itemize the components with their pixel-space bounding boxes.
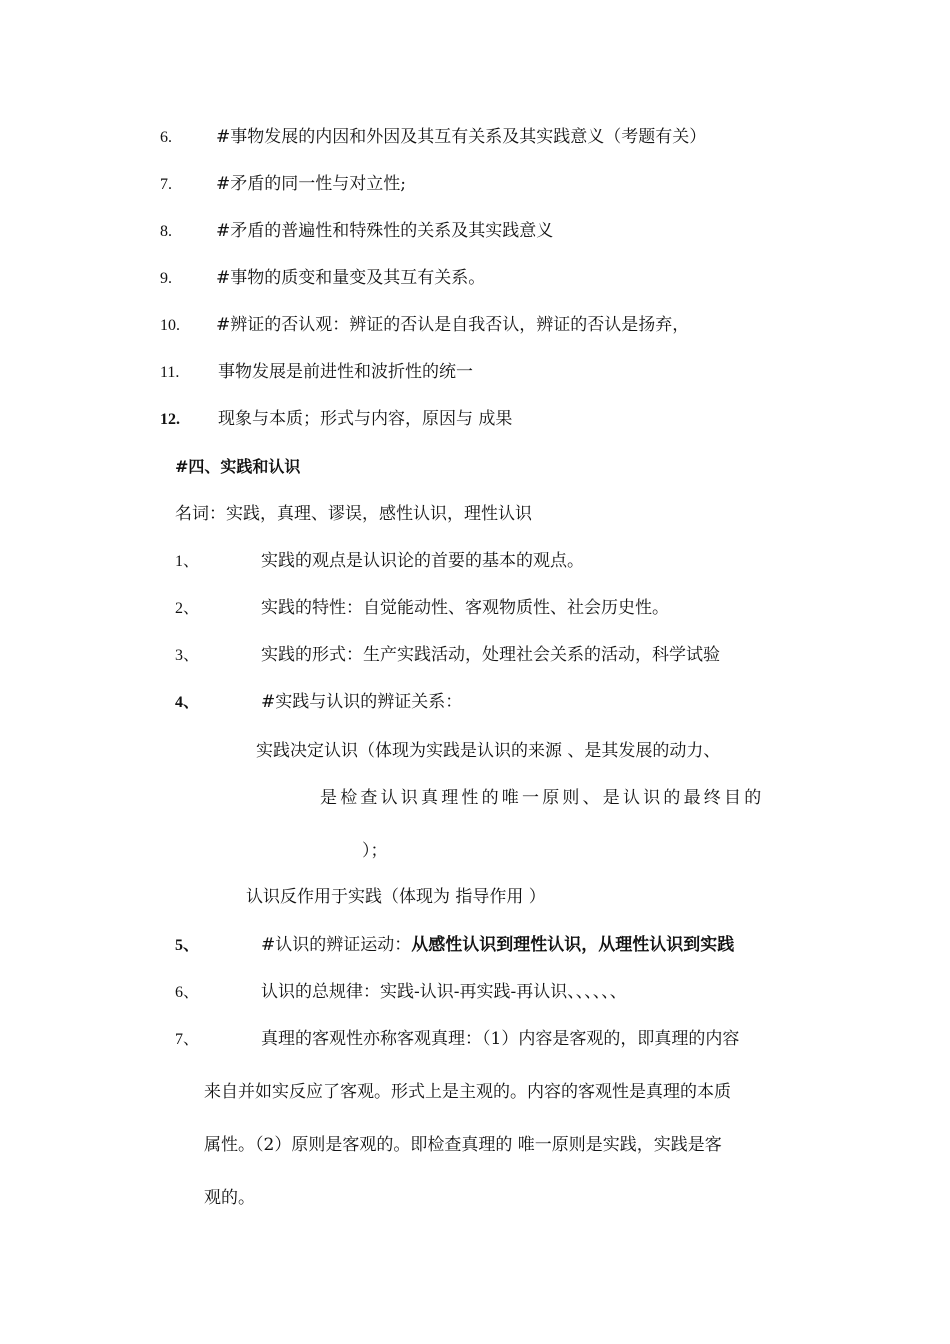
point-6-text: 认识的总规律：实践-认识-再实践-再认识、、、、、、 [261,982,627,1002]
point-2-number: 2、 [175,600,200,617]
item-6-text: #事物发展的内因和外因及其互有关系及其实践意义（考题有关） [216,127,707,147]
point-2-text: 实践的特性：自觉能动性、客观物质性、社会历史性。 [261,598,669,618]
point-7-line-1: 真理的客观性亦称客观真理：（1）内容是客观的，即真理的内容 [261,1029,740,1049]
point-7-line-3: 属性。（2）原则是客观的。即检查真理的 唯一原则是实践，实践是客 [204,1135,722,1155]
item-9-number: 9. [160,270,172,287]
point-4-line-4: 认识反作用于实践（体现为 指导作用 ） [246,887,546,907]
point-3-text: 实践的形式：生产实践活动，处理社会关系的活动，科学试验 [261,645,720,665]
point-4-line-1: 实践决定认识（体现为实践是认识的来源 、是其发展的动力、 [256,741,721,761]
point-7-number: 7、 [175,1031,200,1048]
item-9-text: #事物的质变和量变及其互有关系。 [216,268,486,288]
point-5-text [261,934,734,956]
item-12-text: 现象与本质；形式与内容，原因与 成果 [218,409,513,429]
item-8-text: #矛盾的普遍性和特殊性的关系及其实践意义 [216,221,554,241]
item-11-text: 事物发展是前进性和波折性的统一 [218,362,473,382]
point-4-number: 4、 [175,694,200,711]
point-5-number: 5、 [175,937,200,954]
item-12-number: 12. [160,411,180,428]
item-7-number: 7. [160,176,172,193]
item-10-number: 10. [160,317,180,334]
point-3-number: 3、 [175,647,200,664]
item-6-number: 6. [160,129,172,146]
point-7-line-2: 来自并如实反应了客观。形式上是主观的。内容的客观性是真理的本质 [204,1082,731,1102]
point-6-number: 6、 [175,984,200,1001]
point-4-line-3: ）； [362,841,388,861]
item-8-number: 8. [160,223,172,240]
point-5-prefix: #认识的辨证运动： [261,935,412,955]
terms-line: 名词：实践，真理、谬误，感性认识，理性认识 [175,504,532,524]
point-4-text: #实践与认识的辨证关系： [261,692,463,712]
point-1-number: 1、 [175,553,200,570]
item-7-text: #矛盾的同一性与对立性; [216,174,406,194]
point-1-text: 实践的观点是认识论的首要的基本的观点。 [261,551,584,571]
point-5-bold: 从感性认识到理性认识，从理性认识到实践 [411,935,735,955]
point-4-line-2: 是检查认识真理性的唯一原则、是认识的最终目的 [320,788,765,808]
item-10-text: #辨证的否认观：辨证的否认是自我否认，辨证的否认是扬弃， [216,315,690,335]
item-11-number: 11. [160,364,180,381]
point-7-line-4: 观的。 [204,1188,255,1208]
section-title: #四、实践和认识 [175,457,301,476]
